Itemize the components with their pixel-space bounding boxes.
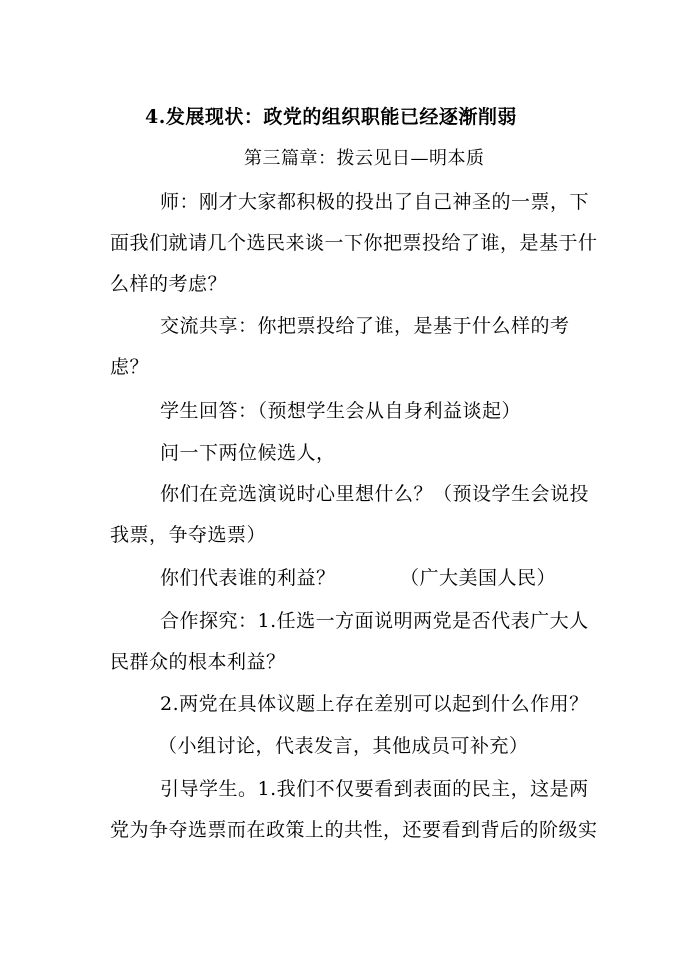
paragraph-line: 2.两党在具体议题上存在差别可以起到什么作用？	[160, 693, 589, 715]
paragraph-line: 党为争夺选票而在政策上的共性，还要看到背后的阶级实	[110, 819, 598, 841]
paragraph-line: 你们代表谁的利益？	[160, 567, 336, 589]
paragraph-line: 问一下两位候选人，	[160, 442, 336, 464]
section-heading: 4.发展现状：政党的组织职能已经逐渐削弱	[145, 106, 517, 128]
paragraph-line: 虑？	[110, 356, 150, 378]
paragraph-line: （广大美国人民）	[400, 567, 557, 589]
paragraph-line: 交流共享：你把票投给了谁，是基于什么样的考	[160, 315, 570, 337]
paragraph-line: 面我们就请几个选民来谈一下你把票投给了谁，是基于什	[110, 232, 598, 254]
paragraph-line: 合作探究：1.任选一方面说明两党是否代表广大人	[160, 610, 589, 632]
paragraph-line: 你们在竞选演说时心里想什么？（预设学生会说投	[160, 483, 590, 505]
chapter-title: 第三篇章：拨云见日—明本质	[244, 148, 485, 169]
paragraph-line: 学生回答：（预想学生会从自身利益谈起）	[160, 400, 522, 422]
paragraph-line: 我票，争夺选票）	[110, 524, 267, 546]
paragraph-line: 民群众的根本利益？	[110, 651, 286, 673]
paragraph-line: 么样的考虑？	[110, 273, 228, 295]
paragraph-line: （小组讨论，代表发言，其他成员可补充）	[158, 735, 529, 757]
paragraph-line: 引导学生。1.我们不仅要看到表面的民主，这是两	[160, 778, 589, 800]
paragraph-line: 师：刚才大家都积极的投出了自己神圣的一票，下	[160, 191, 590, 213]
